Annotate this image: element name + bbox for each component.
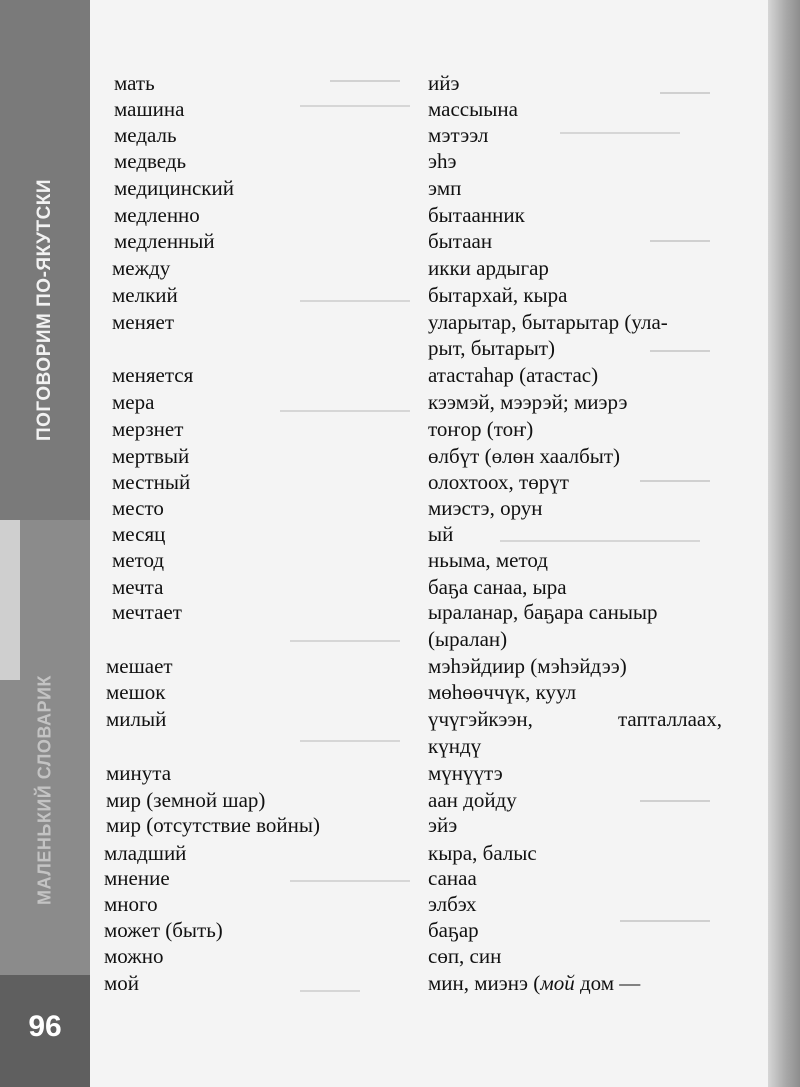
list-item — [0, 970, 780, 996]
italic-example: мой — [540, 971, 575, 995]
russian-word: метод — [112, 548, 165, 572]
russian-word: мера — [112, 390, 155, 414]
yakut-translation: бытаан — [428, 229, 493, 253]
yakut-translation-continued: (ыралан) — [428, 627, 508, 651]
yakut-translation: тоҥор (тоҥ) — [428, 417, 534, 441]
yakut-translation: баҕар — [428, 918, 479, 942]
russian-word: медленный — [114, 229, 215, 253]
list-item — [0, 891, 780, 917]
list-item — [0, 760, 780, 786]
book-title: ПОГОВОРИМ ПО-ЯКУТСКИ — [34, 178, 55, 442]
list-item — [0, 599, 780, 625]
russian-word: младший — [104, 841, 187, 865]
yakut-translation: миэстэ, орун — [428, 496, 543, 520]
yakut-translation: ийэ — [428, 71, 460, 95]
yakut-translation: эмп — [428, 176, 462, 200]
russian-word: мир (земной шар) — [106, 788, 266, 812]
russian-word: мать — [114, 71, 155, 95]
russian-word: мертвый — [112, 444, 190, 468]
russian-word: мечтает — [112, 600, 182, 624]
list-item — [0, 679, 780, 705]
yakut-translation: бытархай, кыра — [428, 283, 568, 307]
russian-word: мир (отсутствие войны) — [106, 813, 320, 837]
list-item-continuation — [0, 733, 780, 759]
list-item — [0, 309, 780, 335]
list-item — [0, 706, 780, 732]
list-item — [0, 443, 780, 469]
list-item — [0, 70, 780, 96]
russian-word: мелкий — [112, 283, 178, 307]
list-item — [0, 547, 780, 573]
russian-word: мнение — [104, 866, 170, 890]
russian-word: мешает — [106, 654, 173, 678]
russian-word: мечта — [112, 575, 164, 599]
list-item — [0, 148, 780, 174]
russian-word: машина — [114, 97, 185, 121]
list-item — [0, 495, 780, 521]
russian-word: месяц — [112, 522, 166, 546]
list-item — [0, 840, 780, 866]
list-item — [0, 228, 780, 254]
yakut-translation: кыра, балыс — [428, 841, 537, 865]
yakut-translation: аан дойду — [428, 788, 517, 812]
yakut-translation-continued: күндү — [428, 734, 482, 758]
russian-word: меняет — [112, 310, 175, 334]
yakut-translation: ыраланар, баҕара саныыр — [428, 600, 658, 624]
yakut-translation: өлбүт (өлөн хаалбыт) — [428, 444, 621, 468]
yakut-translation: үчүгэйкээн, тапталлаах, — [428, 707, 722, 731]
yakut-translation: мүнүүтэ — [428, 761, 503, 785]
russian-word: может (быть) — [104, 918, 223, 942]
list-item-continuation — [0, 335, 780, 361]
yakut-translation: олохтоох, төрүт — [428, 470, 569, 494]
list-item — [0, 574, 780, 600]
yakut-translation: массыына — [428, 97, 518, 121]
russian-word: медведь — [114, 149, 187, 173]
list-item — [0, 202, 780, 228]
yakut-translation: эһэ — [428, 149, 457, 173]
list-item — [0, 943, 780, 969]
page-number: 96 — [28, 1010, 62, 1043]
russian-word: местный — [112, 470, 191, 494]
list-item — [0, 416, 780, 442]
list-item — [0, 865, 780, 891]
yakut-translation: элбэх — [428, 892, 477, 916]
yakut-translation: баҕа санаа, ыра — [428, 575, 567, 599]
yakut-translation: ньыма, метод — [428, 548, 548, 572]
list-item — [0, 469, 780, 495]
russian-word: мой — [104, 971, 140, 995]
yakut-translation-continued: рыт, бытарыт) — [428, 336, 556, 360]
russian-word: милый — [106, 707, 167, 731]
yakut-translation: санаа — [428, 866, 477, 890]
list-item-continuation — [0, 626, 780, 652]
yakut-translation: ый — [428, 522, 454, 546]
list-item — [0, 653, 780, 679]
yakut-translation: сөп, син — [428, 944, 502, 968]
russian-word: медицинский — [114, 176, 234, 200]
russian-word: много — [104, 892, 158, 916]
yakut-translation: мэтээл — [428, 123, 489, 147]
yakut-translation: атастаһар (атастас) — [428, 363, 599, 387]
yakut-translation: икки ардыгар — [428, 256, 549, 280]
russian-word: место — [112, 496, 164, 520]
yakut-translation: бытаанник — [428, 203, 525, 227]
russian-word: можно — [104, 944, 164, 968]
russian-word: медленно — [114, 203, 200, 227]
yakut-translation: уларытар, бытарытар (ула- — [428, 310, 668, 334]
russian-word: мерзнет — [112, 417, 184, 441]
list-item — [0, 255, 780, 281]
russian-word: мешок — [106, 680, 166, 704]
russian-word: минута — [106, 761, 172, 785]
yakut-translation: мөһөөччүк, куул — [428, 680, 577, 704]
list-item — [0, 812, 780, 838]
list-item — [0, 362, 780, 388]
list-item — [0, 282, 780, 308]
yakut-translation: мэһэйдиир (мэһэйдээ) — [428, 654, 627, 678]
yakut-translation: мин, миэнэ (мой дом — — [428, 971, 641, 995]
list-item — [0, 389, 780, 415]
list-item — [0, 787, 780, 813]
yakut-translation: эйэ — [428, 813, 458, 837]
list-item — [0, 96, 780, 122]
russian-word: медаль — [114, 123, 177, 147]
yakut-translation: кээмэй, мээрэй; миэрэ — [428, 390, 628, 414]
list-item — [0, 122, 780, 148]
list-item — [0, 175, 780, 201]
section-title: МАЛЕНЬКИЙ СЛОВАРИК — [34, 675, 55, 905]
russian-word: меняется — [112, 363, 194, 387]
list-item — [0, 521, 780, 547]
list-item — [0, 917, 780, 943]
russian-word: между — [112, 256, 171, 280]
